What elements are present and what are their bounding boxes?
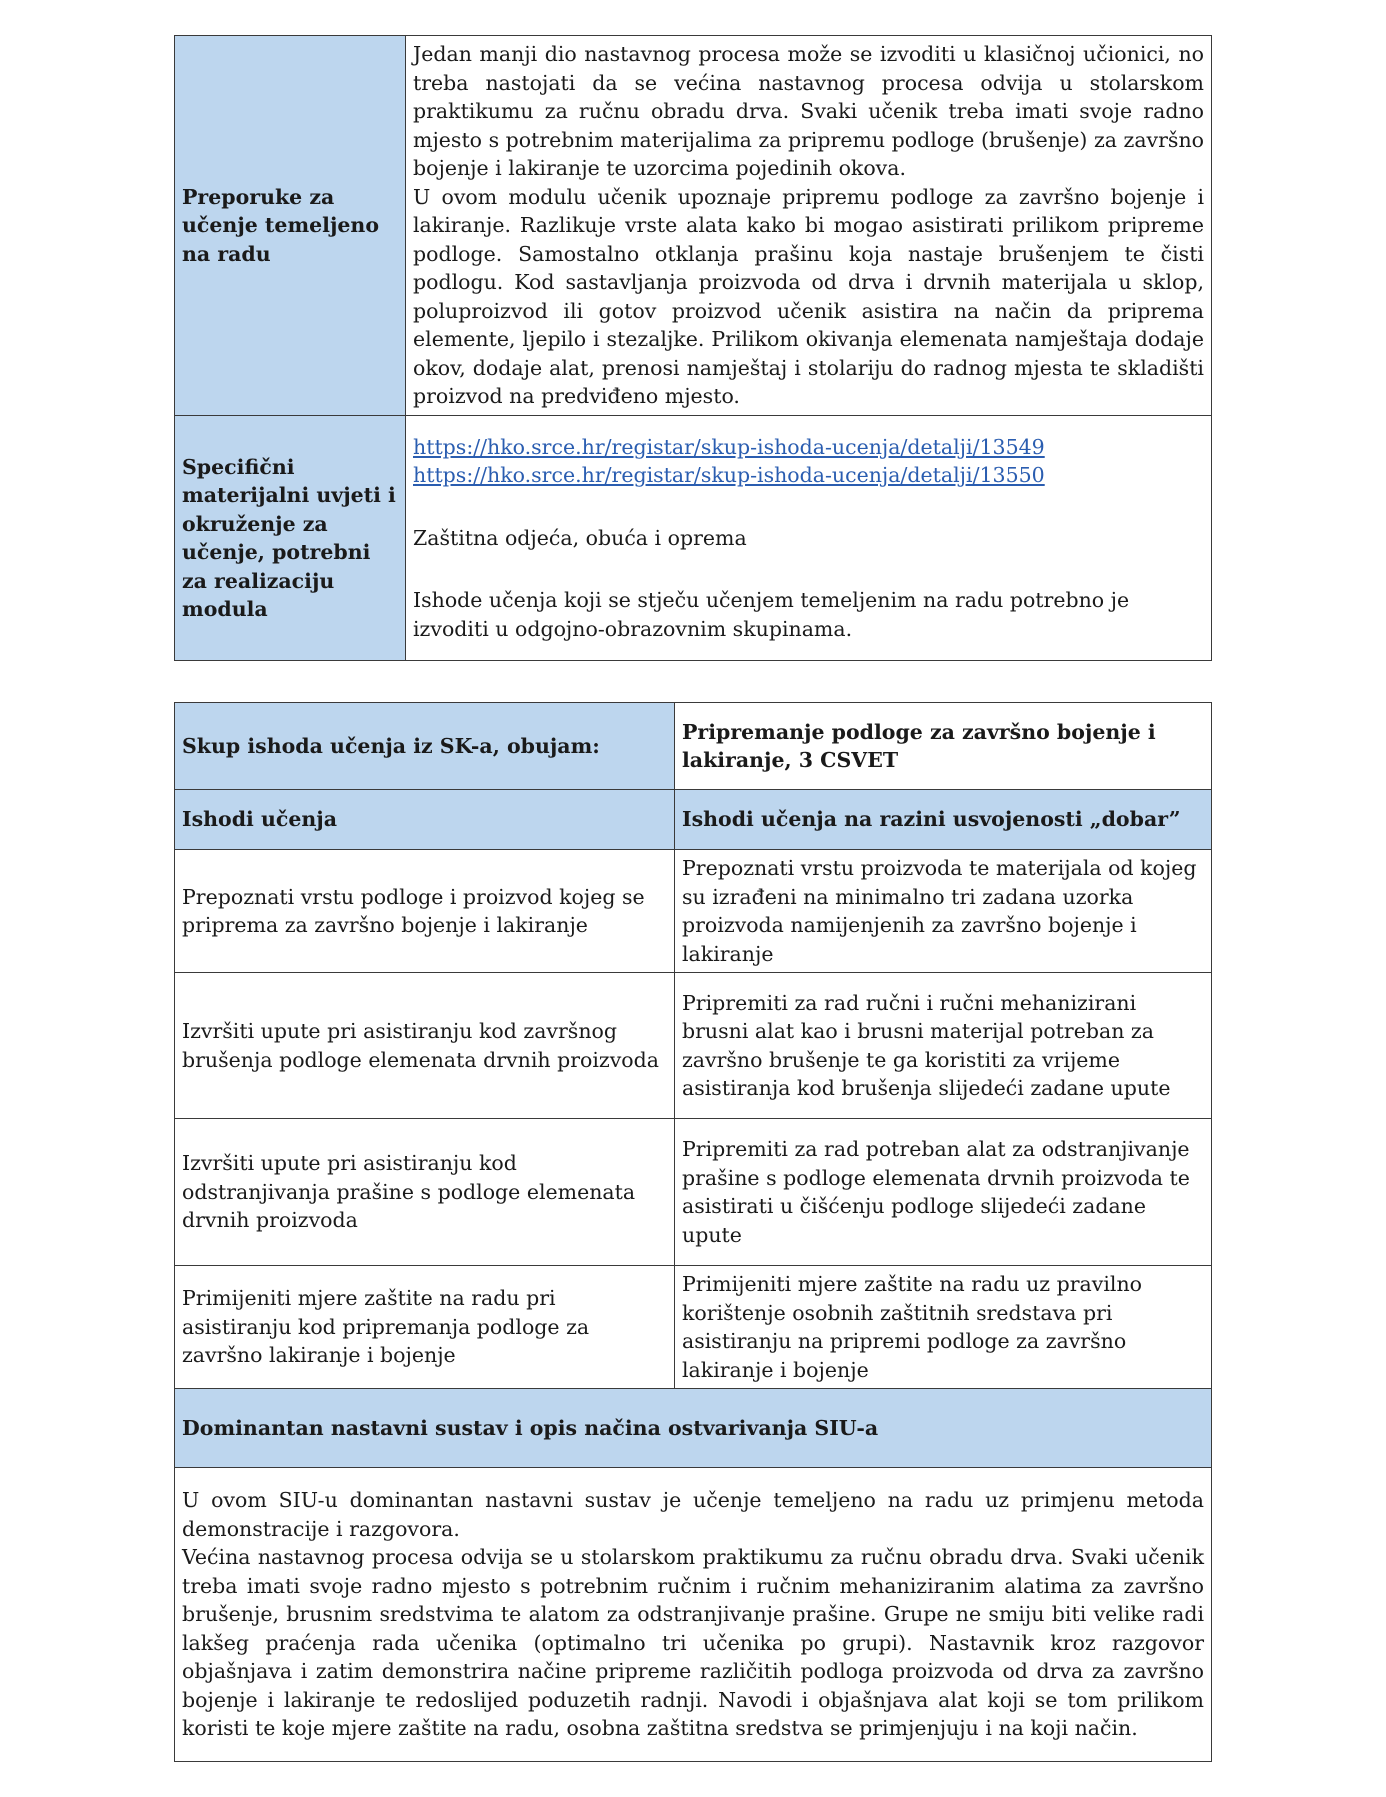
- group-requirement-text: Ishode učenja koji se stječu učenjem temeljenim na radu potrebno je izvoditi u odgojno-obrazovnim skupinama.: [413, 588, 1130, 641]
- level-cell: Pripremiti za rad ručni i ručni mehanizirani brusni alat kao i brusni materijal potreban za završno brušenje te ga koristiti za vrijeme asistiranja kod brušenja slijedeći zadane upute: [675, 973, 1212, 1119]
- material-conditions-content: [406, 416, 1212, 661]
- spacer: [413, 490, 1204, 524]
- level-cell: Prepoznati vrstu proizvoda te materijala od kojeg su izrađeni na minimalno tri zadana uzorka proizvoda namijenjenih za završno bojenje i lakiranje: [675, 850, 1212, 973]
- table-row: [175, 1266, 1212, 1389]
- outcome-cell: Primijeniti mjere zaštite na radu pri asistiranju kod pripremanja podloge za završno lakiranje i bojenje: [175, 1266, 675, 1389]
- recommendations-paragraph-1: Jedan manji dio nastavnog procesa može se izvoditi u klasičnoj učionici, no treba nastojati da se većina nastavnog procesa odvija u stolarskom praktikumu za ručnu obradu drva. Svaki učenik treba imati svoje radno mjesto s potrebnim materijalima za pripremu podloge (brušenje) za završno bojenje i lakiranje te uzorcima pojedinih okova.: [413, 42, 1204, 181]
- protective-equipment-text: Zaštitna odjeća, obuća i oprema: [413, 525, 747, 550]
- column-titles-row: [175, 790, 1212, 850]
- table-row: [175, 1119, 1212, 1266]
- table-row: [175, 973, 1212, 1119]
- recommendations-row: [175, 36, 1212, 416]
- outcome-cell: Izvršiti upute pri asistiranju kod završnog brušenja podloge elemenata drvnih proizvoda: [175, 973, 675, 1119]
- outcome-set-label: Skup ishoda učenja iz SK-a, obujam:: [175, 703, 675, 790]
- learning-recommendations-table: [174, 35, 1212, 661]
- recommendations-paragraph-2: U ovom modulu učenik upoznaje pripremu podloge za završno bojenje i lakiranje. Razlikuje vrste alata kako bi mogao asistirati prilikom pripreme podloge. Samostalno otklanja prašinu koja nastaje brušenjem te čisti podlogu. Kod sastavljanja proizvoda od drva i drvnih materijala u sklop, poluproizvod ili gotov proizvod učenik asistira na način da priprema elemente, ljepilo i stezaljke. Prilikom okivanja elemenata namještaja dodaje okov, dodaje alat, prenosi namještaj i stolariju do radnog mjesta te skladišti proizvod na predviđeno mjesto.: [413, 184, 1204, 409]
- registry-link-13549[interactable]: https://hko.srce.hr/registar/skup-ishoda-ucenja/detalji/13549: [413, 434, 1045, 459]
- level-cell: Primijeniti mjere zaštite na radu uz pravilno korištenje osobnih zaštitnih sredstava pri asistiranju na pripremi podloge za završno lakiranje i bojenje: [675, 1266, 1212, 1389]
- material-conditions-label: Specifični materijalni uvjeti i okruženje za učenje, potrebni za realizaciju modula: [175, 416, 406, 661]
- level-cell: Pripremiti za rad potreban alat za odstranjivanje prašine s podloge elemenata drvnih proizvoda te asistirati u čišćenju podloge slijedeći zadane upute: [675, 1119, 1212, 1266]
- teaching-system-content: [175, 1468, 1212, 1762]
- teaching-system-paragraph-2: Većina nastavnog procesa odvija se u stolarskom praktikumu za ručnu obradu drva. Svaki učenik treba imati svoje radno mjesto s potrebnim ručnim i ručnim mehaniziranim alatima za završno brušenje, brusnim sredstvima te alatom za odstranjivanje prašine. Grupe ne smiju biti velike radi lakšeg praćenja rada učenika (optimalno tri učenika po grupi). Nastavnik kroz razgovor objašnjava i zatim demonstrira načine pripreme različitih podloga proizvoda od drva za završno bojenje i lakiranje te redoslijed poduzetih radnji. Navodi i objašnjava alat koji se tom prilikom koristi te koje mjere zaštite na radu, osobna zaštitna sredstva se primjenjuju i na koji način.: [182, 1545, 1204, 1741]
- teaching-system-title: Dominantan nastavni sustav i opis načina ostvarivanja SIU-a: [175, 1389, 1212, 1468]
- material-conditions-row: [175, 416, 1212, 661]
- teaching-system-paragraph-1: U ovom SIU-u dominantan nastavni sustav je učenje temeljeno na radu uz primjenu metoda demonstracije i razgovora.: [182, 1488, 1204, 1541]
- registry-link-13550[interactable]: https://hko.srce.hr/registar/skup-ishoda-ucenja/detalji/13550: [413, 463, 1045, 488]
- outcome-cell: Izvršiti upute pri asistiranju kod odstranjivanja prašine s podloge elemenata drvnih proizvoda: [175, 1119, 675, 1266]
- outcome-set-header-row: [175, 703, 1212, 790]
- recommendations-label: Preporuke za učenje temeljeno na radu: [175, 36, 406, 416]
- teaching-system-header-row: [175, 1389, 1212, 1468]
- spacer: [413, 552, 1204, 586]
- recommendations-content: [406, 36, 1212, 416]
- level-column-title: Ishodi učenja na razini usvojenosti „dobar”: [675, 790, 1212, 850]
- outcome-cell: Prepoznati vrstu podloge i proizvod kojeg se priprema za završno bojenje i lakiranje: [175, 850, 675, 973]
- outcomes-column-title: Ishodi učenja: [175, 790, 675, 850]
- outcome-set-value: Pripremanje podloge za završno bojenje i lakiranje, 3 CSVET: [675, 703, 1212, 790]
- learning-outcomes-table: [174, 702, 1212, 1762]
- teaching-system-row: [175, 1468, 1212, 1762]
- table-row: [175, 850, 1212, 973]
